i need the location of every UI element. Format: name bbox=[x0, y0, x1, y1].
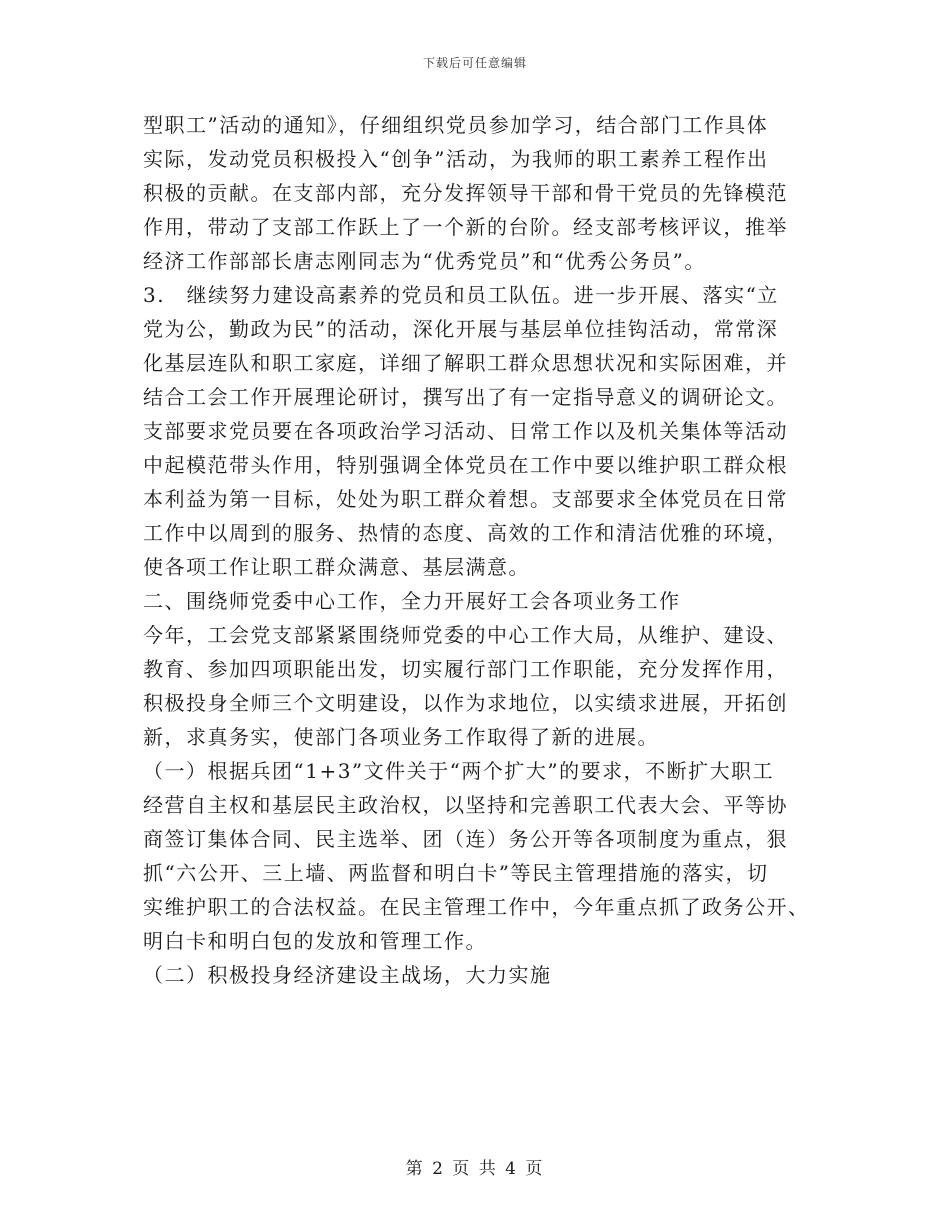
page-footer: 第 2 页 共 4 页 bbox=[405, 1159, 545, 1179]
text-line: 使各项工作让职工群众满意、基层满意。 bbox=[143, 555, 530, 579]
text-line: 经营自主权和基层民主政治权，以坚持和完善职工代表大会、平等协 bbox=[143, 793, 788, 817]
text-line: 教育、参加四项职能出发，切实履行部门工作职能，充分发挥作用， bbox=[143, 657, 788, 681]
text-line: 工作中以周到的服务、热情的态度、高效的工作和清洁优雅的环境， bbox=[143, 521, 788, 545]
text-line: 化基层连队和职工家庭，详细了解职工群众思想状况和实际困难，并 bbox=[143, 351, 788, 375]
text-line: 实维护职工的合法权益。在民主管理工作中，今年重点抓了政务公开、 bbox=[143, 895, 810, 919]
text-line: 党为公，勤政为民”的活动，深化开展与基层单位挂钩活动，常常深 bbox=[143, 317, 779, 341]
text-line: 结合工会工作开展理论研讨，撰写出了有一定指导意义的调研论文。 bbox=[143, 385, 788, 409]
text-line: 支部要求党员要在各项政治学习活动、日常工作以及机关集体等活动 bbox=[143, 419, 788, 443]
page-header: 下载后可任意编辑 bbox=[422, 56, 527, 70]
text-line: （一）根据兵团“1+3”文件关于“两个扩大”的要求，不断扩大职工 bbox=[143, 759, 775, 783]
text-line: 中起模范带头作用，特别强调全体党员在工作中要以维护职工群众根 bbox=[143, 453, 788, 477]
text-line: 3. 继续努力建设高素养的党员和员工队伍。进一步开展、落实“立 bbox=[143, 283, 779, 307]
text-line: 实际，发动党员积极投入“创争”活动，为我师的职工素养工程作出 bbox=[143, 147, 769, 171]
text-line: 积极投身全师三个文明建设，以作为求地位，以实绩求进展，开拓创 bbox=[143, 691, 788, 715]
text-line: 明白卡和明白包的发放和管理工作。 bbox=[143, 929, 487, 953]
text-line: 抓“六公开、三上墙、两监督和明白卡”等民主管理措施的落实，切 bbox=[143, 861, 769, 885]
document-body bbox=[143, 108, 808, 992]
text-line: 今年，工会党支部紧紧围绕师党委的中心工作大局，从维护、建设、 bbox=[143, 623, 788, 647]
text-line: 经济工作部部长唐志刚同志为“优秀党员”和“优秀公务员”。 bbox=[143, 249, 706, 273]
section-heading: 二、围绕师党委中心工作，全力开展好工会各项业务工作 bbox=[143, 589, 681, 613]
text-line: 新，求真务实，使部门各项业务工作取得了新的进展。 bbox=[143, 725, 659, 749]
text-line: 商签订集体合同、民主选举、团（连）务公开等各项制度为重点，狠 bbox=[143, 827, 788, 851]
text-line: 型职工”活动的通知》，仔细组织党员参加学习，结合部门工作具体 bbox=[143, 113, 769, 137]
text-line: 作用，带动了支部工作跃上了一个新的台阶。经支部考核评议，推举 bbox=[143, 215, 788, 239]
text-line: 积极的贡献。在支部内部，充分发挥领导干部和骨干党员的先锋模范 bbox=[143, 181, 788, 205]
text-line: 本利益为第一目标，处处为职工群众着想。支部要求全体党员在日常 bbox=[143, 487, 788, 511]
text-line: （二）积极投身经济建设主战场，大力实施 bbox=[143, 963, 552, 987]
